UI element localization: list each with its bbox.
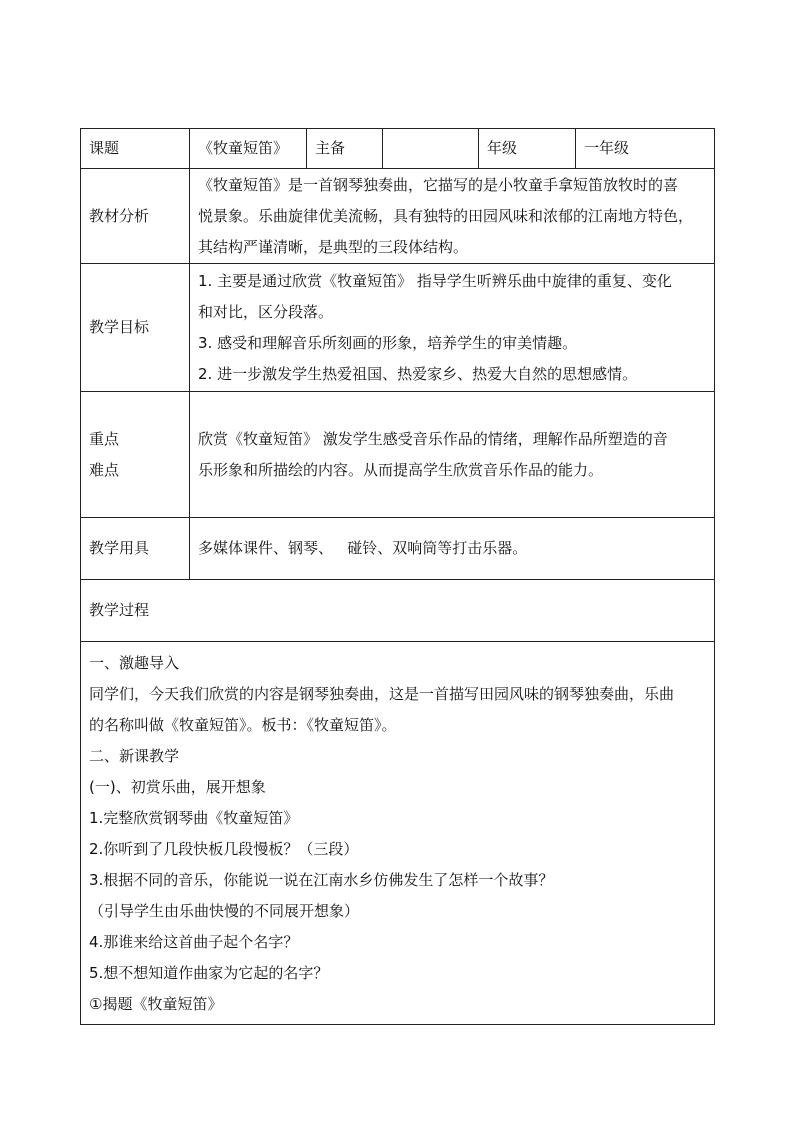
preparer-value <box>383 129 479 169</box>
process-line: 1.完整欣赏钢琴曲《牧童短笛》 <box>89 809 299 827</box>
process-label: 教学过程 <box>81 580 715 642</box>
header-row <box>81 129 715 169</box>
process-row <box>81 642 715 1025</box>
topic-label: 课题 <box>81 129 190 169</box>
analysis-line: 悦景象。乐曲旋律优美流畅，具有独特的田园风味和浓郁的江南地方特色， <box>198 206 694 225</box>
preparer-label: 主备 <box>307 129 383 169</box>
process-line: （引导学生由乐曲快慢的不同展开想象） <box>89 902 360 920</box>
process-line: 二、新课教学 <box>89 747 180 765</box>
process-line: ①揭题《牧童短笛》 <box>89 995 223 1013</box>
process-line: 2.你听到了几段快板几段慢板？（三段） <box>89 840 359 858</box>
objectives-line: 2. 进一步激发学生热爱祖国、热爱家乡、热爱大自然的思想感情。 <box>198 364 638 383</box>
key-points-content <box>190 392 715 518</box>
difficulty-label: 难点 <box>89 460 120 479</box>
process-line: 同学们，今天我们欣赏的内容是钢琴独奏曲，这是一首描写田园风味的钢琴独奏曲，乐曲 <box>89 685 675 703</box>
tools-row <box>81 518 715 580</box>
process-line: (一)、初赏乐曲，展开想象 <box>89 778 266 796</box>
objectives-row <box>81 264 715 392</box>
analysis-line: 《牧童短笛》是一首钢琴独奏曲，它描写的是小牧童手拿短笛放牧时的喜 <box>198 175 679 194</box>
objectives-label: 教学目标 <box>81 264 190 392</box>
analysis-row <box>81 169 715 264</box>
key-points-line: 乐形象和所描绘的内容。从而提高学生欣赏音乐作品的能力。 <box>198 460 604 479</box>
tools-content: 多媒体课件、钢琴、 碰铃、双响筒等打击乐器。 <box>190 518 715 580</box>
objectives-content <box>190 264 715 392</box>
grade-label: 年级 <box>479 129 576 169</box>
key-point-label: 重点 <box>89 429 120 448</box>
key-points-label <box>81 392 190 518</box>
analysis-line: 其结构严谨清晰，是典型的三段体结构。 <box>198 237 469 256</box>
lesson-plan-table <box>80 128 715 1025</box>
process-content <box>81 642 715 1025</box>
analysis-content <box>190 169 715 264</box>
process-line: 的名称叫做《牧童短笛》。板书：《牧童短笛》。 <box>89 716 397 734</box>
process-line: 4.那谁来给这首曲子起个名字？ <box>89 933 299 951</box>
topic-value: 《牧童短笛》 <box>190 129 307 169</box>
key-points-row <box>81 392 715 518</box>
tools-label: 教学用具 <box>81 518 190 580</box>
process-line: 一、激趣导入 <box>89 654 180 672</box>
analysis-label: 教材分析 <box>81 169 190 264</box>
objectives-line: 3. 感受和理解音乐所刻画的形象，培养学生的审美情趣。 <box>198 333 578 352</box>
key-points-line: 欣赏《牧童短笛》 激发学生感受音乐作品的情绪，理解作品所塑造的音 <box>198 429 668 448</box>
process-line: 3.根据不同的音乐，你能说一说在江南水乡仿佛发生了怎样一个故事？ <box>89 871 554 889</box>
objectives-line: 和对比，区分段落。 <box>198 302 334 321</box>
process-line: 5.想不想知道作曲家为它起的名字？ <box>89 964 329 982</box>
process-header-row <box>81 580 715 642</box>
objectives-line: 1. 主要是通过欣赏《牧童短笛》 指导学生听辨乐曲中旋律的重复、变化 <box>198 271 672 290</box>
grade-value: 一年级 <box>576 129 715 169</box>
